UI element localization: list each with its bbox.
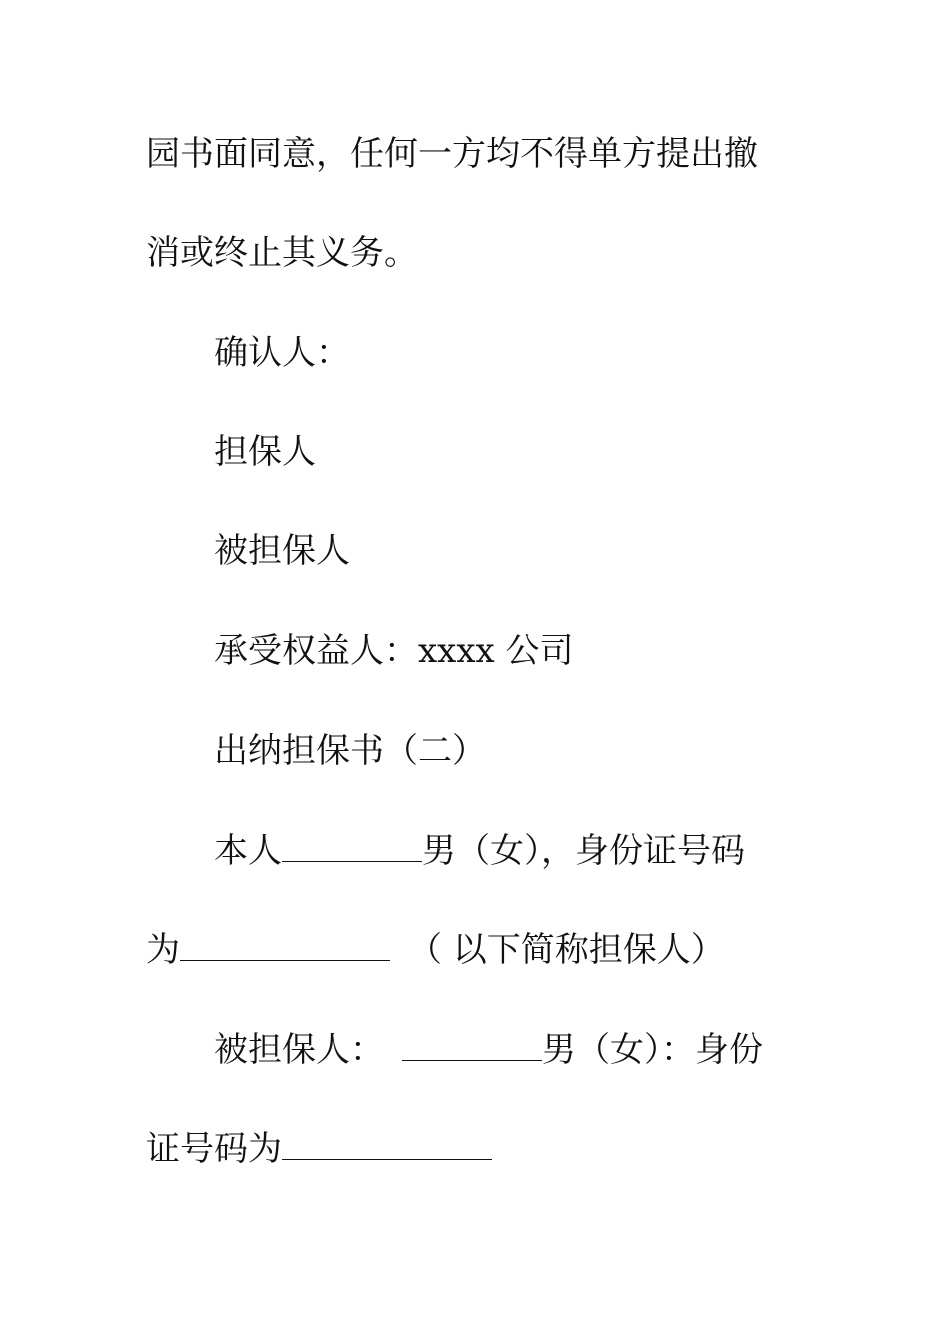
confirm-label: [214, 333, 350, 373]
text: 承受权益人：xxxx 公司: [214, 631, 574, 671]
guaranteed-name-blank[interactable]: [402, 1032, 542, 1061]
text: 为: [146, 930, 180, 970]
id-number-blank[interactable]: [180, 932, 390, 961]
guaranteed-id-blank[interactable]: [282, 1131, 492, 1160]
text: 园书面同意，任何一方均不得单方提出撤: [146, 134, 758, 174]
guaranteed-label: [214, 531, 350, 571]
name-blank[interactable]: [282, 833, 422, 862]
paragraph-line-10: [214, 1030, 763, 1070]
text: 消或终止其义务。: [146, 233, 418, 273]
text: 男（女），身份证号码: [422, 831, 745, 871]
text: 本人: [214, 831, 282, 871]
text: 担保人: [214, 432, 316, 472]
guarantor-label: [214, 432, 316, 472]
beneficiary-label: [214, 631, 574, 671]
paragraph-line-9: [146, 930, 725, 970]
text: 男（女）：身份: [542, 1030, 763, 1070]
section-title: [214, 731, 486, 771]
text: 被担保人: [214, 531, 350, 571]
text: 证号码为: [146, 1129, 282, 1169]
text: 被担保人：: [214, 1030, 384, 1070]
paragraph-line-11: [146, 1129, 492, 1169]
text: 确认人：: [214, 333, 350, 373]
paragraph-line-1: [146, 134, 758, 174]
text: 出纳担保书（二）: [214, 731, 486, 771]
paragraph-line-2: [146, 233, 418, 273]
paragraph-line-8: [214, 831, 745, 871]
text: （ 以下简称担保人）: [408, 930, 725, 970]
